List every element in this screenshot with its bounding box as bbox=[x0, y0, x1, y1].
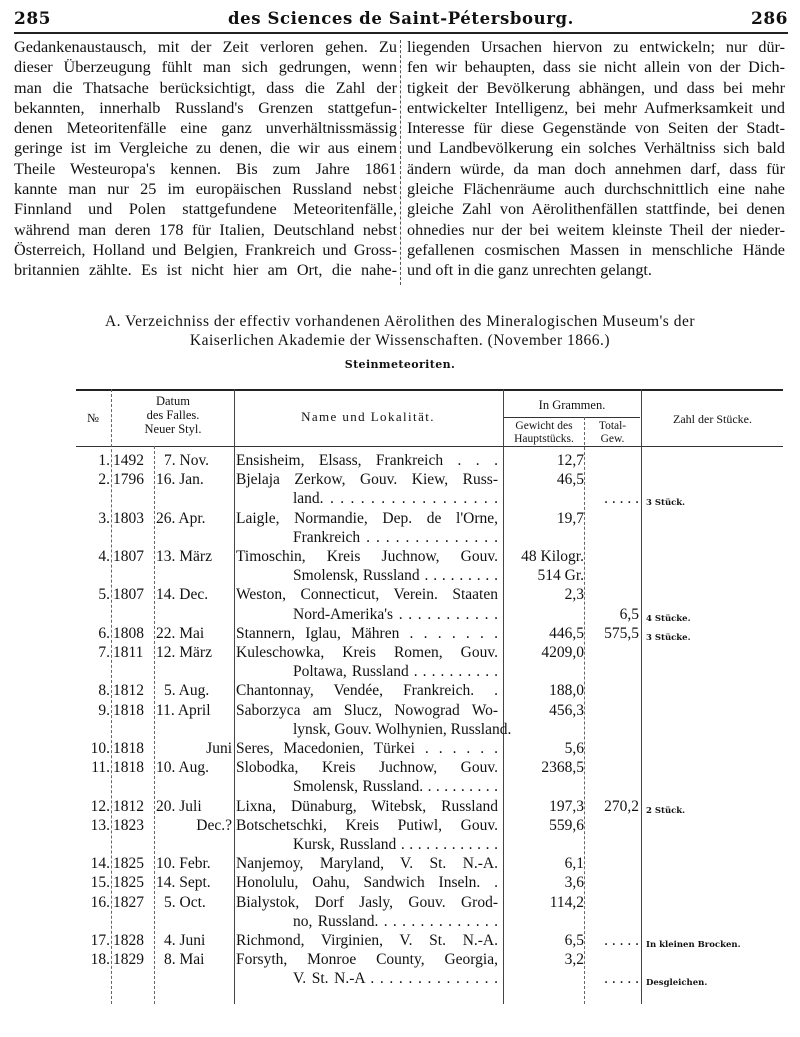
row-date: 16. Jan. bbox=[156, 471, 204, 489]
row-year: 1823 bbox=[113, 816, 144, 834]
text-line: Theile Westeuropa's kennen. Bis zum Jahre 1861 bbox=[14, 159, 397, 178]
header-name: Name und Lokalität. bbox=[301, 409, 435, 424]
body-column-left bbox=[14, 37, 397, 281]
text-line: entwickelter Intelligenz, bei mehr Aufmerksamkeit und bbox=[407, 98, 785, 117]
row-name bbox=[236, 643, 498, 681]
row-number: 4. bbox=[98, 548, 110, 565]
row-date: 22. Mai bbox=[156, 624, 205, 642]
row-main-weight-line-1: 12,7 bbox=[556, 452, 584, 469]
row-number: 11. bbox=[91, 759, 110, 777]
row-date: 4. Juni bbox=[164, 932, 206, 949]
text-line: und oft in die ganz unrechten gelangt. bbox=[407, 261, 652, 280]
row-name-line-1: Slobodka, Kreis Juchnow, Gouv. bbox=[236, 759, 498, 777]
row-name bbox=[236, 931, 498, 950]
row-name-line-2: V. St. N.-A . . . . . . . . . . . . . . bbox=[293, 970, 498, 988]
column-divider bbox=[400, 40, 401, 285]
row-pieces: In kleinen Brocken. bbox=[646, 940, 741, 950]
text-line: dieser Überzeugung fühlt man sich gedrungen, wenn bbox=[14, 58, 397, 77]
row-name-line-1: Lixna, Dünaburg, Witebsk, Russland bbox=[236, 797, 498, 815]
header-main-weight-line-1: Gewicht des bbox=[515, 420, 573, 432]
row-total-weight: . . . . . bbox=[604, 970, 639, 988]
text-line: während man deren 178 für Italien, Deutschland nebst bbox=[14, 220, 397, 239]
header-date bbox=[112, 394, 234, 436]
row-main-weight bbox=[504, 681, 584, 700]
text-line: gleiche Flächenräume auch durchschnittlich eine nahe bbox=[407, 180, 785, 199]
row-main-weight bbox=[504, 873, 584, 892]
row-pieces: Desgleichen. bbox=[646, 978, 708, 989]
header-main-weight-line-2: Hauptstücks. bbox=[514, 432, 574, 445]
row-date: Juni bbox=[206, 740, 232, 757]
table-header-rule bbox=[76, 446, 783, 447]
row-date: 14. Sept. bbox=[156, 874, 211, 892]
page-number-right: 286 bbox=[751, 9, 788, 29]
row-name bbox=[236, 585, 498, 623]
row-name-line-1: Richmond, Virginien, V. St. N.-A. bbox=[236, 932, 498, 949]
row-number: 18. bbox=[90, 951, 110, 969]
text-line: gleiche Zahl von Aërolithenfällen stattfinde, bei denen bbox=[407, 200, 785, 219]
row-name-line-1: Laigle, Normandie, Dep. de l'Orne, bbox=[236, 509, 498, 527]
text-line: und Landbevölkerung ein solches Verhältniss sich bald bbox=[407, 139, 785, 158]
row-name bbox=[236, 509, 498, 547]
row-main-weight-line-2: 514 Gr. bbox=[537, 567, 584, 585]
row-pieces: 3 Stück. bbox=[646, 498, 686, 509]
row-date: 12. März bbox=[156, 644, 212, 661]
row-main-weight-line-2: 19,7 bbox=[556, 509, 584, 527]
row-main-weight bbox=[504, 950, 584, 969]
row-name bbox=[236, 739, 498, 758]
row-main-weight bbox=[504, 739, 584, 758]
row-pieces: 4 Stücke. bbox=[646, 613, 691, 624]
row-date: Dec.? bbox=[196, 816, 232, 834]
row-number: 16. bbox=[90, 893, 110, 911]
header-grams: In Grammen. bbox=[538, 398, 606, 412]
row-name bbox=[236, 873, 498, 892]
header-number: № bbox=[87, 411, 99, 425]
row-main-weight bbox=[504, 643, 584, 662]
header-pieces: Zahl der Stücke. bbox=[673, 412, 752, 426]
row-number: 2. bbox=[98, 471, 110, 489]
row-total-weight: 6,5 bbox=[619, 605, 639, 623]
row-name bbox=[236, 893, 498, 931]
header-grams-rule bbox=[504, 417, 640, 418]
row-total-weight: 270,2 bbox=[604, 797, 639, 815]
table-caption-line-1: A. Verzeichniss der effectiv vorhandenen Aërolithen des Mineralogischen Museum's der bbox=[104, 313, 695, 330]
row-total-weight: . . . . . bbox=[604, 490, 639, 508]
row-year: 1812 bbox=[113, 797, 144, 815]
row-number: 6. bbox=[98, 624, 110, 642]
row-number: 10. bbox=[90, 740, 110, 757]
row-date: 10. Febr. bbox=[156, 855, 211, 873]
row-name bbox=[236, 547, 498, 585]
row-number: 12. bbox=[90, 797, 110, 815]
row-year: 1811 bbox=[113, 644, 144, 661]
row-main-weight-line-1: 188,0 bbox=[549, 682, 584, 700]
text-line: britannien zählte. Es ist nicht hier am Ort, die nahe- bbox=[14, 261, 397, 280]
row-name bbox=[236, 816, 498, 854]
row-total-weight: . . . . . bbox=[604, 932, 639, 949]
row-main-weight-line-2: 3,2 bbox=[564, 951, 584, 969]
text-line: ändern würde, da man doch annehmen darf, dass für bbox=[407, 159, 785, 178]
row-name-line-2: Smolensk, Russland. . . . . . . . . . bbox=[293, 778, 498, 796]
row-year: 1807 bbox=[113, 548, 144, 565]
row-main-weight-line-2: 4209,0 bbox=[541, 644, 584, 661]
row-main-weight-line-1: 5,6 bbox=[564, 740, 584, 757]
row-main-weight-line-1: 48 Kilogr. bbox=[521, 548, 584, 565]
row-name-line-1: Saborzyca am Slucz, Nowograd Wo- bbox=[236, 701, 498, 719]
row-name-line-2: land. . . . . . . . . . . . . . . . . . bbox=[293, 490, 498, 508]
row-year: 1803 bbox=[113, 509, 144, 527]
row-name bbox=[236, 451, 498, 470]
row-year: 1825 bbox=[113, 874, 144, 892]
row-name bbox=[236, 797, 498, 816]
row-main-weight bbox=[504, 624, 584, 643]
row-name-line-1: Weston, Connecticut, Verein. Staaten bbox=[236, 586, 498, 604]
row-number: 7. bbox=[98, 644, 110, 661]
row-year: 1807 bbox=[113, 586, 144, 604]
row-number: 9. bbox=[98, 701, 110, 719]
row-total-weight: 575,5 bbox=[604, 624, 639, 642]
text-line: gefallenen cosmischen Massen in menschliche Hände bbox=[407, 240, 785, 259]
row-main-weight bbox=[504, 470, 584, 489]
row-main-weight-line-2: 456,3 bbox=[549, 701, 584, 719]
row-year: 1825 bbox=[113, 855, 144, 873]
row-date: 7. Nov. bbox=[164, 452, 210, 469]
header-date-line-1: Datum bbox=[155, 394, 191, 408]
row-name bbox=[236, 681, 498, 700]
text-line: Österreich, Holland und Belgien, Frankreich und Gross- bbox=[14, 240, 397, 259]
row-name-line-2: Frankreich . . . . . . . . . . . . . . bbox=[293, 528, 498, 546]
meteorite-table bbox=[76, 389, 783, 1009]
header-total-weight-line-1: Total- bbox=[598, 420, 627, 432]
row-main-weight-line-1: 3,6 bbox=[564, 874, 584, 892]
row-number: 17. bbox=[90, 932, 110, 949]
row-date: 8. Mai bbox=[164, 951, 205, 969]
row-date: 14. Dec. bbox=[156, 586, 209, 604]
row-year: 1828 bbox=[113, 932, 144, 949]
row-main-weight-line-2: 114,2 bbox=[549, 893, 584, 911]
row-name bbox=[236, 701, 512, 739]
row-year: 1812 bbox=[113, 682, 144, 700]
row-name-line-1: Ensisheim, Elsass, Frankreich . . . bbox=[236, 452, 498, 469]
row-main-weight-line-2: 559,6 bbox=[549, 816, 584, 834]
col-rule-2 bbox=[154, 446, 155, 1004]
row-name-line-1: Bialystok, Dorf Jasly, Gouv. Grod- bbox=[236, 893, 498, 911]
running-title: des Sciences de Saint-Pétersbourg. bbox=[228, 9, 574, 28]
row-pieces: 2 Stück. bbox=[646, 805, 686, 816]
page-header bbox=[14, 6, 788, 34]
text-line: fen wir behaupten, dass sie nicht allein von der Dich- bbox=[407, 58, 785, 77]
row-name-line-2: lynsk, Gouv. Wolhynien, Russland. bbox=[293, 720, 512, 738]
row-year: 1818 bbox=[113, 740, 144, 757]
row-date: 11. April bbox=[156, 701, 211, 719]
row-name-line-1: Timoschin, Kreis Juchnow, Gouv. bbox=[236, 548, 498, 565]
row-main-weight-line-2: 2368,5 bbox=[541, 759, 584, 777]
row-main-weight bbox=[504, 931, 584, 950]
text-line: Interesse für diese Gegenstände von Seiten der Stadt- bbox=[407, 119, 785, 138]
row-year: 1808 bbox=[113, 624, 144, 642]
table-caption-line-2: Kaiserlichen Akademie der Wissenschaften. (November 1866.) bbox=[189, 332, 611, 349]
row-main-weight bbox=[504, 585, 584, 604]
row-name-line-1: Stannern, Iglau, Mähren . . . . . . . bbox=[236, 624, 498, 642]
row-name-line-1: Nanjemoy, Maryland, V. St. N.-A. bbox=[236, 855, 498, 873]
row-date: 13. März bbox=[156, 548, 212, 565]
row-date: 5. Oct. bbox=[164, 893, 206, 911]
table-caption bbox=[70, 312, 730, 350]
col-rule-1 bbox=[111, 389, 112, 1004]
row-name-line-1: Bjelaja Zerkow, Gouv. Kiew, Russ- bbox=[236, 471, 498, 489]
row-name bbox=[236, 470, 498, 508]
section-heading: Steinmeteoriten. bbox=[344, 358, 456, 371]
text-line: liegenden Ursachen hiervon zu entwickeln; nur dür- bbox=[407, 38, 785, 56]
row-name bbox=[236, 854, 498, 873]
row-name bbox=[236, 758, 498, 796]
row-main-weight bbox=[504, 854, 584, 873]
header-date-line-3: Neuer Styl. bbox=[144, 422, 202, 436]
body-column-right bbox=[407, 37, 785, 281]
text-line: geringe ist im Vergleiche zu denen, die wir aus einem bbox=[14, 139, 397, 158]
row-main-weight bbox=[504, 816, 584, 835]
text-line: Finnland und Polen stattgefundene Meteoritenfälle, bbox=[14, 200, 397, 219]
row-name-line-1: Chantonnay, Vendée, Frankreich. . bbox=[236, 682, 498, 700]
row-number: 3. bbox=[98, 509, 110, 527]
row-main-weight bbox=[504, 701, 584, 720]
row-name-line-1: Seres, Macedonien, Türkei . . . . . . bbox=[236, 740, 498, 757]
row-number: 5. bbox=[98, 586, 110, 604]
row-number: 1. bbox=[98, 452, 110, 469]
row-date: 20. Juli bbox=[156, 797, 202, 815]
row-name-line-1: Botschetschki, Kreis Putiwl, Gouv. bbox=[236, 816, 498, 834]
row-number: 15. bbox=[90, 874, 110, 892]
row-pieces: 3 Stücke. bbox=[646, 632, 691, 643]
row-year: 1829 bbox=[113, 951, 144, 969]
text-line: kannte man nur 25 im europäischen Russland nebst bbox=[14, 180, 397, 199]
header-total-weight-line-2: Gew. bbox=[600, 432, 625, 445]
row-main-weight-line-1: 197,3 bbox=[549, 797, 584, 815]
text-line: man die Thatsache berücksichtigt, dass die Zahl der bbox=[14, 78, 397, 97]
table-top-rule bbox=[76, 389, 783, 391]
row-number: 13. bbox=[90, 816, 110, 834]
col-rule-6 bbox=[641, 389, 642, 1004]
row-date: 26. Apr. bbox=[156, 509, 206, 527]
row-date: 10. Aug. bbox=[156, 759, 209, 777]
row-number: 8. bbox=[98, 682, 110, 700]
row-year: 1818 bbox=[113, 759, 144, 777]
row-main-weight bbox=[504, 893, 584, 912]
row-main-weight-line-1: 446,5 bbox=[549, 624, 584, 642]
text-line: tigkeit der Bevölkerung abhängen, und dass bei mehr bbox=[407, 78, 785, 97]
row-main-weight bbox=[504, 758, 584, 777]
header-date-line-2: des Falles. bbox=[146, 408, 200, 422]
row-name-line-2: Smolensk, Russland . . . . . . . . . bbox=[293, 567, 498, 585]
row-year: 1492 bbox=[113, 452, 144, 469]
row-name-line-2: Kursk, Russland . . . . . . . . . . . . bbox=[293, 836, 498, 853]
row-name-line-2: Poltawa, Russland . . . . . . . . . . bbox=[293, 663, 498, 681]
row-main-weight-line-2: 2,3 bbox=[564, 586, 584, 604]
row-name-line-2: Nord-Amerika's . . . . . . . . . . . bbox=[293, 605, 498, 623]
row-main-weight bbox=[504, 797, 584, 816]
row-main-weight bbox=[504, 509, 584, 528]
text-line: denen Meteoritenfälle eine ganz unverhältnissmässig bbox=[14, 119, 397, 138]
row-name-line-1: Forsyth, Monroe County, Georgia, bbox=[236, 951, 498, 969]
row-year: 1827 bbox=[113, 893, 144, 911]
row-main-weight-line-2: 46,5 bbox=[556, 471, 584, 489]
row-name-line-2: no, Russland. . . . . . . . . . . . . . bbox=[293, 912, 498, 930]
row-name bbox=[236, 950, 498, 988]
page-number-left: 285 bbox=[14, 9, 51, 29]
row-main-weight-line-1: 6,5 bbox=[564, 932, 584, 949]
text-line: ohnedies nur der bei weitem kleinste Theil der nieder- bbox=[407, 220, 785, 239]
row-name-line-1: Kuleschowka, Kreis Romen, Gouv. bbox=[236, 644, 498, 661]
row-name-line-1: Honolulu, Oahu, Sandwich Inseln. . bbox=[236, 874, 498, 892]
row-year: 1796 bbox=[113, 471, 144, 489]
row-main-weight bbox=[504, 451, 584, 470]
header-main-weight bbox=[504, 420, 584, 445]
row-date: 5. Aug. bbox=[164, 682, 210, 700]
row-main-weight-line-1: 6,1 bbox=[564, 855, 584, 873]
row-number: 14. bbox=[90, 855, 110, 873]
row-main-weight bbox=[504, 547, 584, 585]
text-line: Gedankenaustausch, mit der Zeit verloren gehen. Zu bbox=[14, 38, 397, 56]
text-line: bekannten, innerhalb Russland's Grenzen stattgefun- bbox=[14, 98, 397, 117]
row-name bbox=[236, 624, 498, 643]
header-total-weight bbox=[585, 420, 640, 445]
row-year: 1818 bbox=[113, 701, 144, 719]
